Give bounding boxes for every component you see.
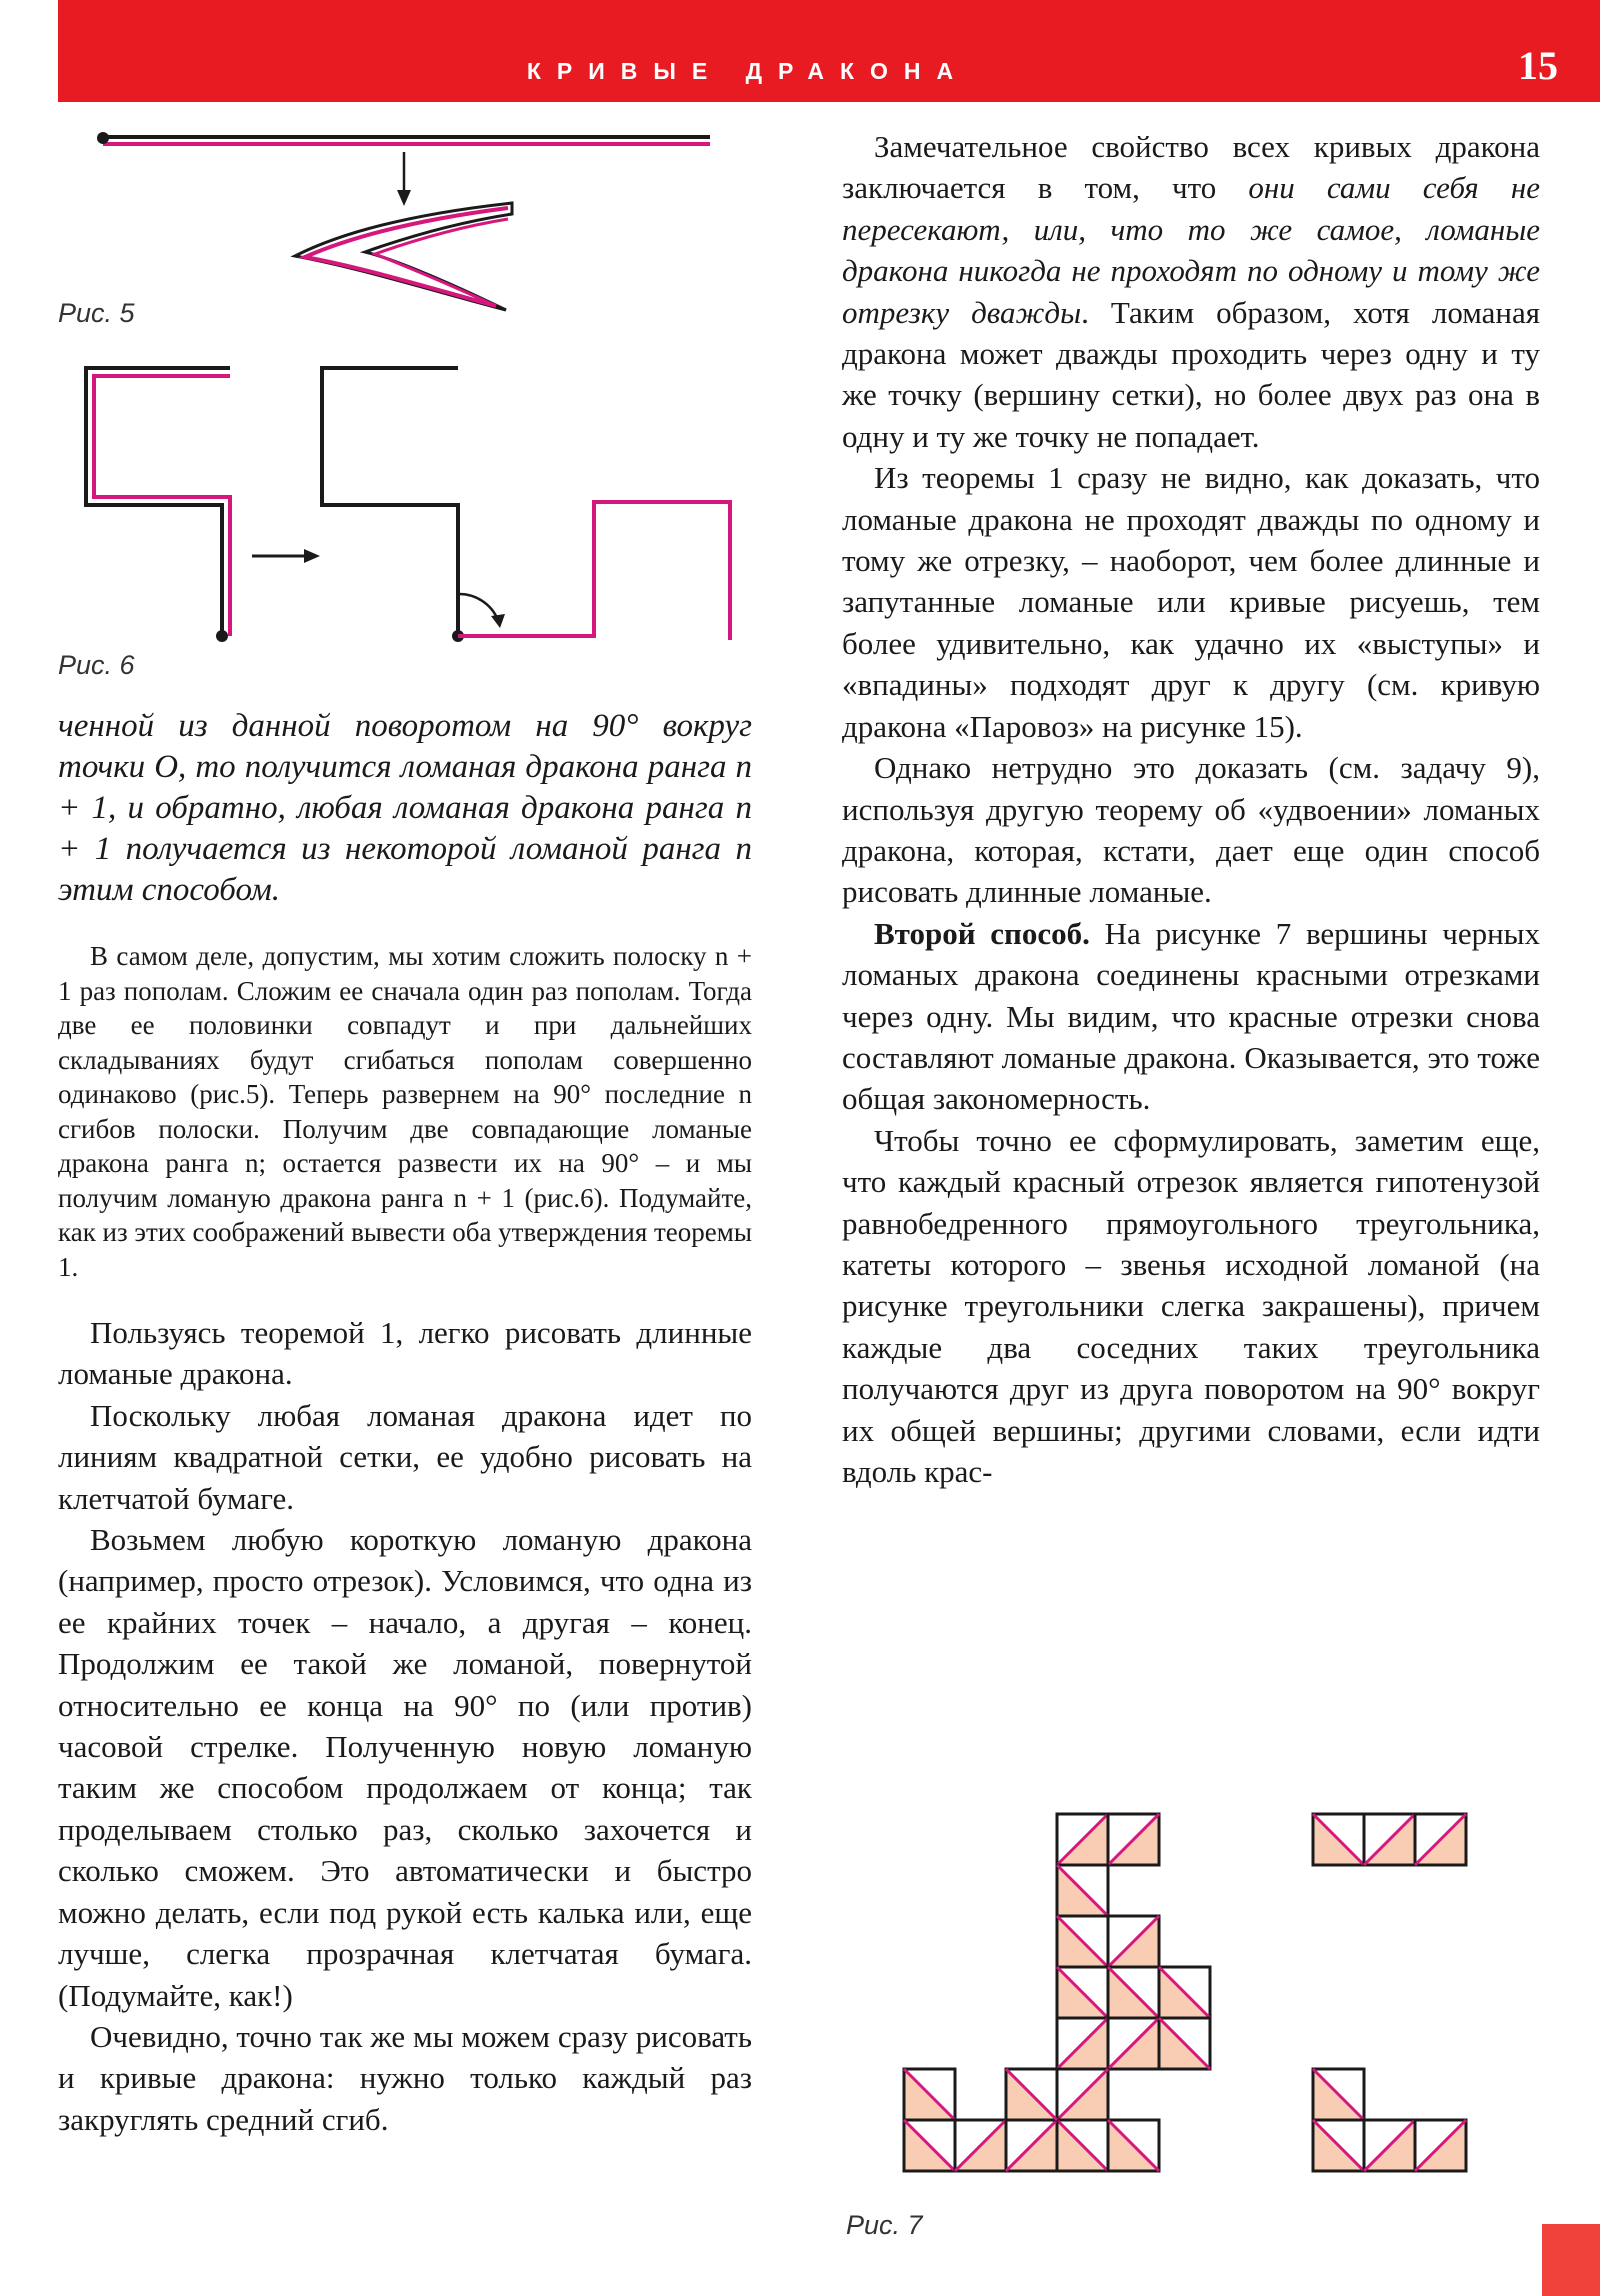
property-text-b: . Таким образом, хотя ломаная дракона может дважды проходить через одну и ту же точку (вершину сетки), но более двух раз она в одну и ту же точку не попадает. xyxy=(842,294,1541,454)
triangle-cell xyxy=(1364,2120,1415,2171)
triangle-cell xyxy=(1108,2120,1159,2171)
triangle-cell xyxy=(1313,1814,1364,1865)
triangle-cell xyxy=(1415,2120,1466,2171)
second-method-text: На рисунке 7 вершины черных ломаных дракона соединены красными отрезками через одну. Мы видим, что красные отрезки снова составляют ломаные дракона. Оказывается, это тоже общая закономерность. xyxy=(842,915,1541,1117)
triangle-cell xyxy=(904,2069,955,2120)
triangle-cell xyxy=(1415,1814,1466,1865)
triangle-cell xyxy=(1057,1916,1108,1967)
second-method-heading: Второй способ. xyxy=(874,915,1090,951)
triangle-cell xyxy=(1313,2120,1364,2171)
triangle-cell xyxy=(1159,2018,1210,2069)
paragraph-2: Поскольку любая ломаная дракона идет по линиям квадратной сетки, ее удобно рисовать на клетчатой бумаге. xyxy=(58,1397,752,1516)
proof-paragraph: В самом деле, допустим, мы хотим сложить полоску n + 1 раз пополам. Сложим ее сначала один раз пополам. Тогда две ее половинки совпадут и при дальнейших складываниях будут сгибаться пополам совершенно одинаково (рис.5). Теперь развернем на 90° последние n сгибов полоски. Получим две совпадающие ломаные дракона ранга n; остается развести их на 90° – и мы получим ломаную дракона ранга n + 1 (рис.6). Подумайте, как из этих соображений вывести оба утверждения теоремы 1. xyxy=(58,941,752,1282)
triangle-cell xyxy=(955,2120,1006,2171)
paragraph-4: Очевидно, точно так же мы можем сразу рисовать и кривые дракона: нужно только каждый раз закруглять средний сгиб. xyxy=(58,2018,752,2137)
theorem-continuation: ченной из данной поворотом на 90° вокруг точки O, то получится ломаная дракона ранга n + 1, и обратно, любая ломаная дракона ранга n + 1 получается из некоторой ломаной ранга n этим способом. xyxy=(58,708,752,908)
paragraph-theorem-note: Из теоремы 1 сразу не видно, как доказать, что ломаные дракона не проходят дважды по одному и тому же отрезку, – наоборот, чем более длинные и запутанные ломаные или кривые рисуешь, тем более удивительно, как удачно их «выступы» и «впадины» подходят друг к другу (см. кривую дракона «Паровоз» на рисунке 15). xyxy=(842,460,1540,744)
running-title: КРИВЫЕ ДРАКОНА xyxy=(526,58,970,84)
property-text-a: Замечательное свойство всех кривых дракона заключается в том, что xyxy=(842,129,1540,206)
property-italic: они сами себя не пересекают, или, что то же самое, ломаные дракона никогда не проходят по одному и тому же отрезку дважды xyxy=(842,170,1540,330)
triangle-cell xyxy=(1108,1916,1159,1967)
paragraph-proof-hint: Однако нетрудно это доказать (см. задачу 9), используя другую теорему об «удвоении» ломаных дракона, которая, кстати, дает еще один способ рисовать длинные ломаные. xyxy=(842,750,1540,910)
paragraph-1: Пользуясь теоремой 1, легко рисовать длинные ломаные дракона. xyxy=(58,1315,752,1392)
figure-7-caption: Рис. 7 xyxy=(846,2210,923,2240)
paragraph-formulation: Чтобы точно ее сформулировать, заметим еще, что каждый красный отрезок является гипотенузой равнобедренного прямоугольного треугольника, катеты которого – звенья исходной ломаной (на рисунке треугольники слегка закрашены), причем каждые два соседних таких треугольника получаются друг из друга поворотом на 90° вокруг их общей вершины; другими словами, если идти вдоль крас- xyxy=(842,1122,1540,1489)
figure-6-caption: Рис. 6 xyxy=(58,650,135,680)
corner-marker xyxy=(1542,2224,1600,2296)
triangle-cell xyxy=(1057,1865,1108,1916)
triangle-cell xyxy=(1108,1967,1159,2018)
triangle-cell xyxy=(1057,2018,1108,2069)
triangle-cell xyxy=(1313,2069,1364,2120)
triangle-cell xyxy=(1159,1967,1210,2018)
triangle-cell xyxy=(1108,1814,1159,1865)
triangle-cell xyxy=(1057,1814,1108,1865)
page-number: 15 xyxy=(1518,43,1558,88)
figure-5-caption: Рис. 5 xyxy=(58,298,135,328)
triangle-cell xyxy=(904,2120,955,2171)
paragraph-3: Возьмем любую короткую ломаную дракона (например, просто отрезок). Условимся, что одна из ее крайних точек – начало, а другая – конец. Продолжим ее такой же ломаной, повернутой относительно ее конца на 90° по (или против) часовой стрелке. Полученную новую ломаную таким же способом продолжаем от конца; так проделываем столько раз, сколько захочется и сколько сможем. Это автоматически и быстро можно делать, если под рукой есть калька или, еще лучше, слегка прозрачная клетчатая бумага. (Подумайте, как!) xyxy=(58,1522,752,2013)
triangle-cell xyxy=(1006,2069,1057,2120)
triangle-cell xyxy=(1057,1967,1108,2018)
triangle-cell xyxy=(1108,2018,1159,2069)
triangle-cell xyxy=(1364,1814,1415,1865)
triangle-cell xyxy=(1057,2069,1108,2120)
triangle-cell xyxy=(1006,2120,1057,2171)
triangle-cell xyxy=(1057,2120,1108,2171)
